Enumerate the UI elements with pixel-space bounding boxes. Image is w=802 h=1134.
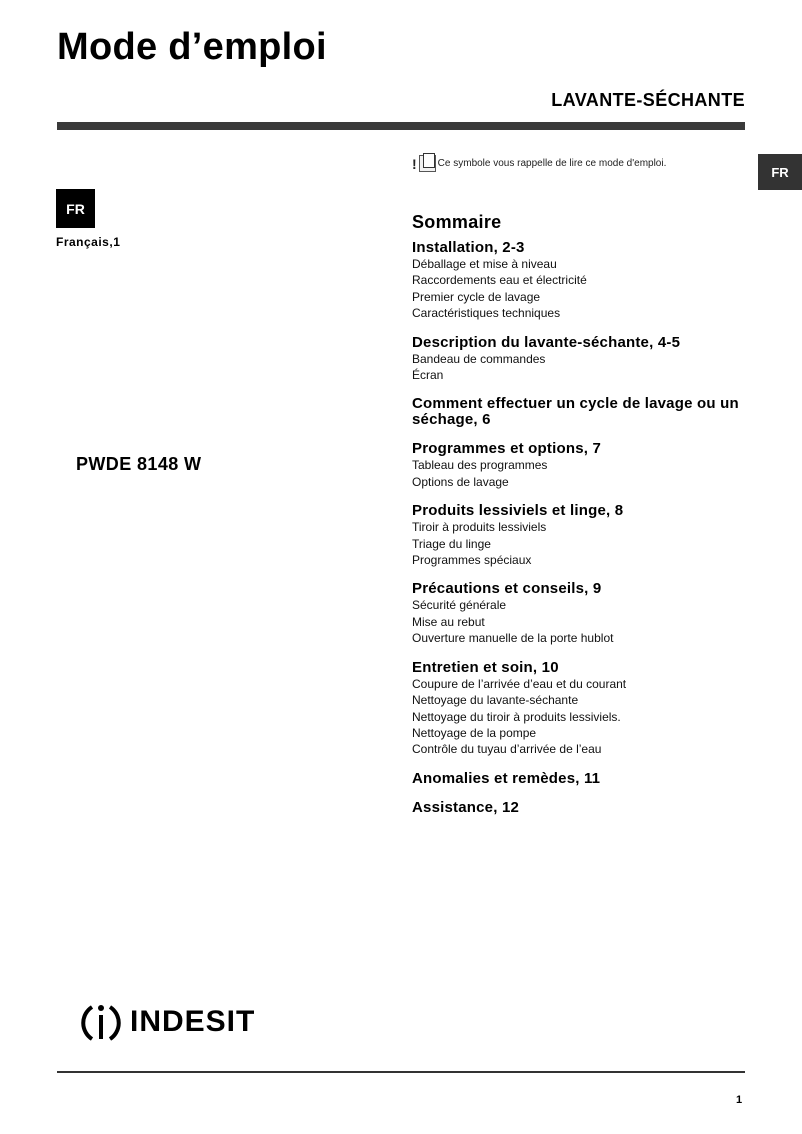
- toc-heading[interactable]: Anomalies et remèdes, 11: [412, 769, 601, 787]
- indesit-i-icon: [78, 999, 124, 1045]
- toc-section: [412, 800, 772, 816]
- toc-subitem[interactable]: Tiroir à produits lessiviels: [412, 520, 547, 535]
- toc-heading[interactable]: Assistance, 12: [412, 798, 520, 816]
- toc-subitem[interactable]: Nettoyage du tiroir à produits lessiviels.: [412, 709, 621, 724]
- toc-subitem[interactable]: Nettoyage du lavante-séchante: [412, 693, 579, 708]
- toc-subitem[interactable]: Ouverture manuelle de la porte hublot: [412, 631, 614, 646]
- toc-subitem[interactable]: Tableau des programmes: [412, 458, 548, 473]
- footer-divider: [57, 1071, 745, 1073]
- toc-subitem[interactable]: Raccordements eau et électricité: [412, 273, 587, 288]
- book-icon: [419, 155, 436, 172]
- toc-subitem[interactable]: Programmes spéciaux: [412, 553, 532, 568]
- model-number: PWDE 8148 W: [76, 454, 202, 474]
- toc-subitem[interactable]: Déballage et mise à niveau: [412, 257, 557, 271]
- reading-notice: [412, 155, 666, 172]
- language-badge: FR: [56, 189, 95, 228]
- toc-heading[interactable]: Précautions et conseils, 9: [412, 580, 602, 598]
- toc-section: [412, 660, 772, 758]
- toc-title: Sommaire: [412, 212, 502, 232]
- header-divider: [57, 122, 745, 130]
- toc-subitem[interactable]: Caractéristiques techniques: [412, 306, 561, 321]
- toc-subitem[interactable]: Bandeau de commandes: [412, 351, 546, 366]
- toc-section: [412, 335, 772, 384]
- toc-heading[interactable]: Programmes et options, 7: [412, 440, 602, 458]
- language-side-tab[interactable]: FR: [758, 154, 802, 190]
- indesit-logo: [78, 999, 255, 1045]
- toc-subitem[interactable]: Mise au rebut: [412, 614, 485, 629]
- toc-section: [412, 581, 772, 646]
- page-number: 1: [736, 1094, 743, 1106]
- toc-subitem[interactable]: Triage du linge: [412, 536, 491, 551]
- toc-subitem[interactable]: Écran: [412, 368, 444, 383]
- exclamation-icon: !: [412, 155, 417, 172]
- toc-heading[interactable]: Produits lessiviels et linge, 8: [412, 502, 624, 520]
- toc-subitem[interactable]: Sécurité générale: [412, 598, 507, 613]
- toc-heading[interactable]: Installation, 2-3: [412, 239, 525, 256]
- toc-subitem[interactable]: Premier cycle de lavage: [412, 289, 541, 304]
- toc-section: [412, 441, 772, 490]
- toc-subitem[interactable]: Options de lavage: [412, 474, 509, 489]
- brand-name: INDESIT: [130, 1005, 256, 1038]
- toc-section: [412, 503, 772, 568]
- toc-section: [412, 240, 772, 322]
- toc-heading[interactable]: Description du lavante-séchante, 4-5: [412, 333, 681, 351]
- toc-heading[interactable]: Comment effectuer un cycle de lavage ou un séchage, 6: [412, 395, 739, 429]
- toc-subitem[interactable]: Nettoyage de la pompe: [412, 725, 537, 740]
- page-title: Mode d’emploi: [57, 26, 327, 68]
- table-of-contents: [412, 212, 772, 829]
- toc-section: [412, 771, 772, 787]
- toc-heading[interactable]: Entretien et soin, 10: [412, 658, 559, 676]
- language-link[interactable]: Français,1: [56, 235, 121, 249]
- product-type: LAVANTE-SÉCHANTE: [551, 90, 745, 110]
- toc-subitem[interactable]: Coupure de l’arrivée d’eau et du courant: [412, 676, 627, 691]
- notice-text: Ce symbole vous rappelle de lire ce mode d'emploi.: [437, 158, 667, 169]
- toc-subitem[interactable]: Contrôle du tuyau d’arrivée de l’eau: [412, 742, 602, 757]
- toc-section: [412, 396, 772, 428]
